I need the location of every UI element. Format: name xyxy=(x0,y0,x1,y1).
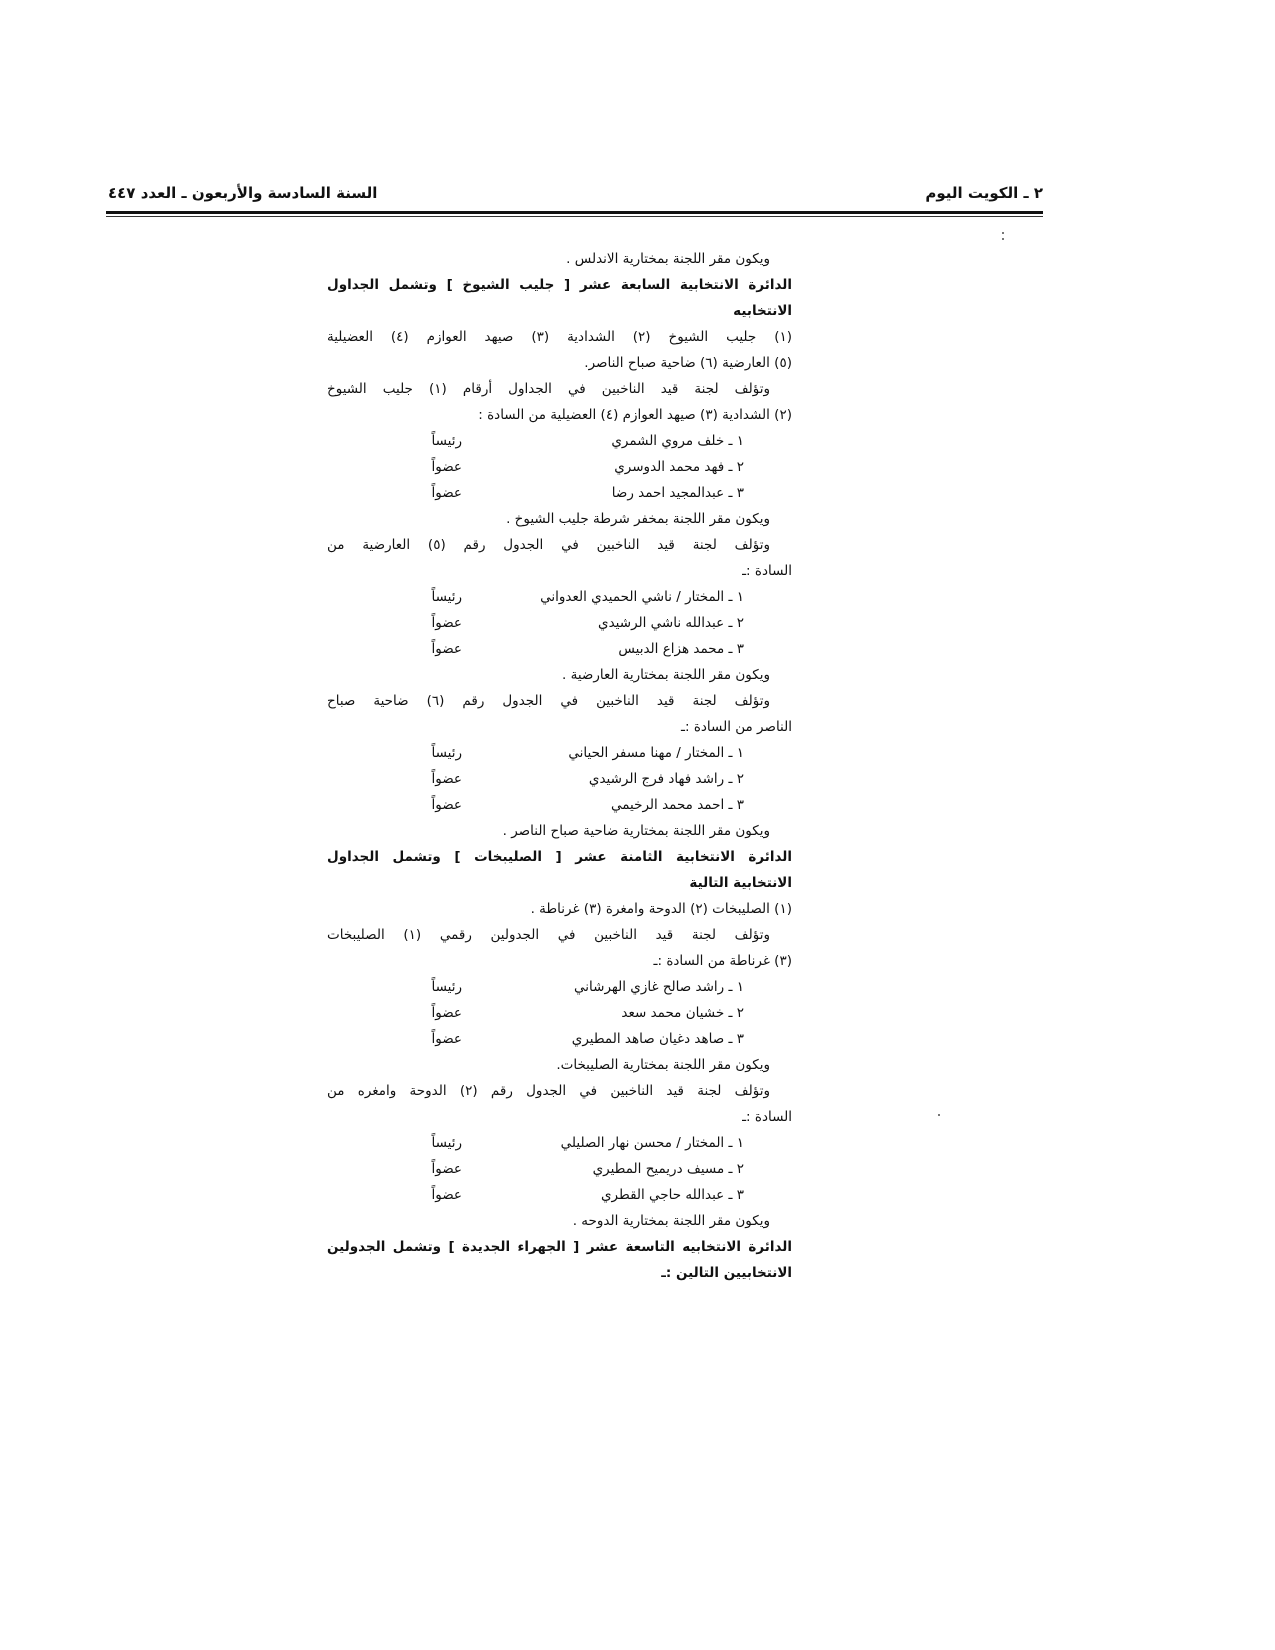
district-17-tables: (١) جليب الشيوخ (٢) الشدادية (٣) صيهد العوازم (٤) العضيلية xyxy=(327,329,793,345)
district-18-tables: (١) الصليبخات (٢) الدوحة وامغرة (٣) غرناطة . xyxy=(530,901,792,917)
committee-formation-line: وتؤلف لجنة قيد الناخبين في الجدول رقم (٦) ضاحية صباح xyxy=(327,693,770,709)
committee-seat-line: ويكون مقر اللجنة بمختارية الاندلس . xyxy=(566,251,770,267)
document-body xyxy=(327,246,792,1286)
committee-member: ١ ـ المختار / محسن نهار الصليلي رئيساً xyxy=(431,1135,744,1151)
district-19-heading: الدائرة الانتخابيه التاسعة عشر [ الجهراء الجديدة ] وتشمل الجدولين xyxy=(327,1239,792,1255)
committee-member: ٢ ـ راشد فهاد فرج الرشيدي عضواً xyxy=(431,771,744,787)
committee-member: ٣ ـ احمد محمد الرخيمي عضواً xyxy=(431,797,744,813)
district-19-heading-cont: الانتخابيين التالين :ـ xyxy=(661,1265,792,1281)
district-18-heading-cont: الانتخابية التالية xyxy=(689,875,792,891)
committee-formation-line: وتؤلف لجنة قيد الناخبين في الجدول رقم (٢) الدوحة وامغره من xyxy=(327,1083,770,1099)
committee-formation-cont: (٢) الشدادية (٣) صيهد العوازم (٤) العضيلية من السادة : xyxy=(478,407,792,423)
district-18-heading: الدائرة الانتخابية الثامنة عشر [ الصليبخات ] وتشمل الجداول xyxy=(327,849,792,865)
scan-speck xyxy=(1002,232,1004,234)
district-17-tables-cont: (٥) العارضية (٦) ضاحية صباح الناصر. xyxy=(584,355,792,371)
district-17-heading: الدائرة الانتخابية السابعة عشر [ جليب الشيوخ ] وتشمل الجداول xyxy=(327,277,792,293)
committee-seat-line: ويكون مقر اللجنة بمختارية الدوحه . xyxy=(572,1213,770,1229)
committee-member: ١ ـ خلف مروي الشمري رئيساً xyxy=(431,433,744,449)
committee-member: ٣ ـ عبدالمجيد احمد رضا عضواً xyxy=(431,485,744,501)
header-rule-thin xyxy=(106,216,1043,217)
committee-member: ٣ ـ محمد هزاع الدبيس عضواً xyxy=(431,641,744,657)
committee-seat-line: ويكون مقر اللجنة بمختارية العارضية . xyxy=(562,667,770,683)
committee-member: ٢ ـ مسيف دريميح المطيري عضواً xyxy=(431,1161,744,1177)
committee-formation-cont: السادة :ـ xyxy=(742,563,792,579)
committee-member: ٢ ـ خشيان محمد سعد عضواً xyxy=(431,1005,744,1021)
committee-formation-line: وتؤلف لجنة قيد الناخبين في الجدول رقم (٥) العارضية من xyxy=(327,537,770,553)
committee-member: ١ ـ راشد صالح غازي الهرشاني رئيساً xyxy=(431,979,744,995)
committee-formation-line: وتؤلف لجنة قيد الناخبين في الجدولين رقمي (١) الصليبخات xyxy=(327,927,770,943)
scan-speck xyxy=(938,1114,940,1116)
page-header-title: ٢ ـ الكويت اليوم xyxy=(925,184,1043,202)
committee-member: ٢ ـ عبدالله ناشي الرشيدي عضواً xyxy=(431,615,744,631)
scan-speck xyxy=(1002,238,1004,240)
committee-member: ٣ ـ صاهد دغيان صاهد المطيري عضواً xyxy=(431,1031,744,1047)
committee-formation-cont: الناصر من السادة :ـ xyxy=(681,719,792,735)
committee-formation-cont: السادة :ـ xyxy=(742,1109,792,1125)
issue-info: السنة السادسة والأربعون ـ العدد ٤٤٧ xyxy=(108,184,378,202)
committee-member: ٣ ـ عبدالله حاجي القطري عضواً xyxy=(431,1187,744,1203)
committee-formation-line: وتؤلف لجنة قيد الناخبين في الجداول أرقام (١) جليب الشيوخ xyxy=(327,381,770,397)
committee-seat-line: ويكون مقر اللجنة بمختارية الصليبخات. xyxy=(556,1057,770,1073)
committee-seat-line: ويكون مقر اللجنة بمختارية ضاحية صباح الناصر . xyxy=(502,823,770,839)
committee-member: ٢ ـ فهد محمد الدوسري عضواً xyxy=(431,459,744,475)
committee-formation-cont: (٣) غرناطة من السادة :ـ xyxy=(653,953,792,969)
committee-member: ١ ـ المختار / مهنا مسفر الحياني رئيساً xyxy=(431,745,744,761)
header-rule-thick xyxy=(106,211,1043,214)
committee-member: ١ ـ المختار / ناشي الحميدي العدواني رئيساً xyxy=(431,589,744,605)
district-17-heading-cont: الانتخابيه xyxy=(733,303,792,319)
committee-seat-line: ويكون مقر اللجنة بمخفر شرطة جليب الشيوخ . xyxy=(506,511,770,527)
